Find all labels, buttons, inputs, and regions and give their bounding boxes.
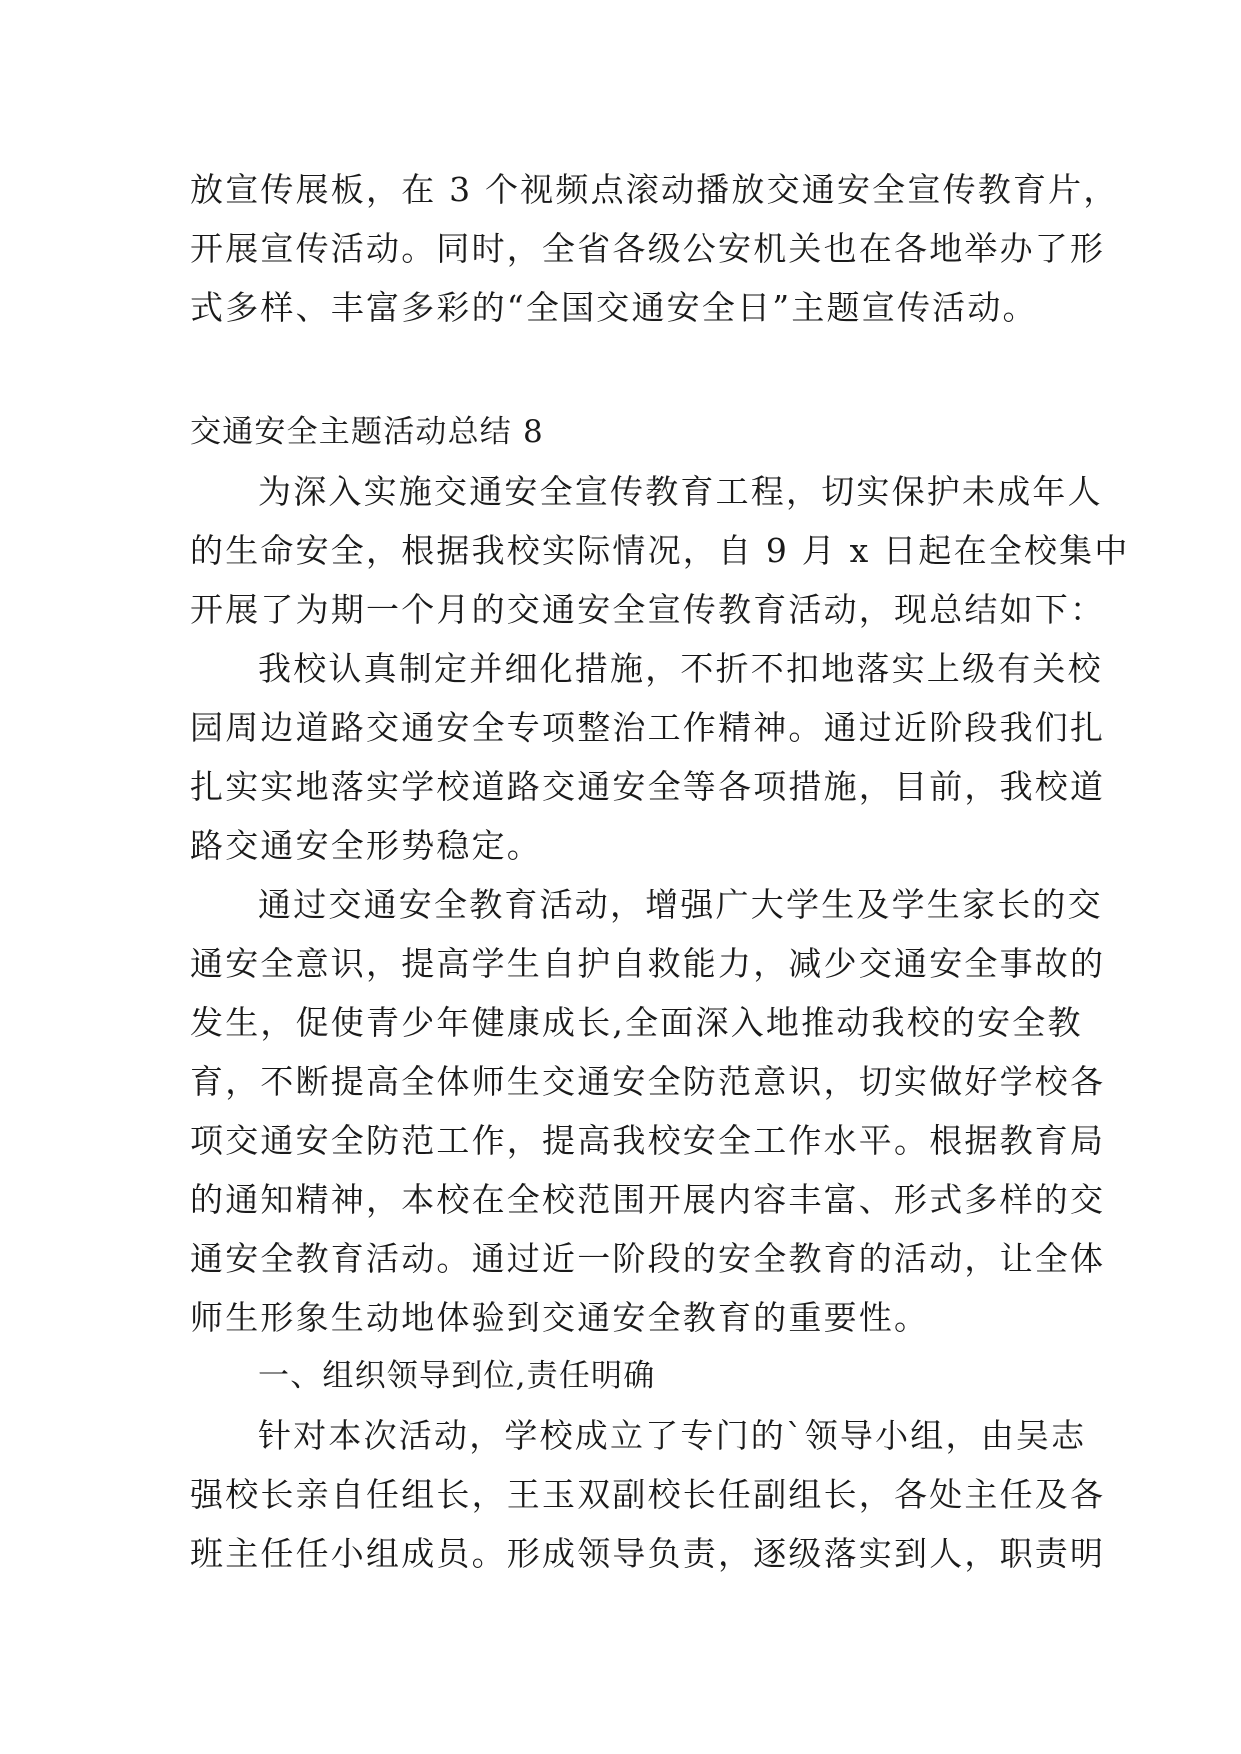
text-line: 通过交通安全教育活动，增强广大学生及学生家长的交 (258, 885, 1103, 924)
text-line: 师生形象生动地体验到交通安全教育的重要性。 (190, 1298, 930, 1337)
paragraph-4 (190, 1406, 1106, 1583)
text-line: 的通知精神，本校在全校范围开展内容丰富、形式多样的交 (190, 1180, 1106, 1219)
document-body (190, 160, 1130, 1583)
intro-paragraph (190, 160, 1119, 337)
paragraph-3 (190, 875, 1106, 1347)
text-line: 开展了为期一个月的交通安全宣传教育活动，现总结如下： (190, 590, 1106, 629)
text-line: 园周边道路交通安全专项整治工作精神。通过近阶段我们扎 (190, 708, 1106, 747)
text-line: 项交通安全防范工作，提高我校安全工作水平。根据教育局 (190, 1121, 1106, 1160)
text-line: 育，不断提高全体师生交通安全防范意识，切实做好学校各 (190, 1062, 1106, 1101)
text-line: 强校长亲自任组长，王玉双副校长任副组长，各处主任及各 (190, 1475, 1106, 1514)
subheading: 一、组织领导到位,责任明确 (258, 1358, 656, 1394)
text-line: 路交通安全形势稳定。 (190, 826, 542, 865)
text-line: 通安全教育活动。通过近一阶段的安全教育的活动，让全体 (190, 1239, 1106, 1278)
text-line: 开展宣传活动。同时，全省各级公安机关也在各地举办了形 (190, 229, 1106, 268)
paragraph-gap (190, 337, 1070, 403)
section-title: 交通安全主题活动总结 8 (190, 414, 544, 450)
text-line: 为深入实施交通安全宣传教育工程，切实保护未成年人 (258, 472, 1103, 511)
paragraph-2 (190, 639, 1106, 875)
text-line: 扎实实地落实学校道路交通安全等各项措施，目前，我校道 (190, 767, 1106, 806)
text-line: 通安全意识，提高学生自护自救能力，减少交通安全事故的 (190, 944, 1106, 983)
text-line: 发生，促使青少年健康成长,全面深入地推动我校的安全教 (190, 1003, 1083, 1042)
text-line: 班主任任小组成员。形成领导负责，逐级落实到人，职责明 (190, 1534, 1106, 1573)
text-line: 我校认真制定并细化措施，不折不扣地落实上级有关校 (258, 649, 1103, 688)
paragraph-1 (190, 462, 1130, 639)
text-line: 放宣传展板，在 3 个视频点滚动播放交通安全宣传教育片， (190, 170, 1119, 209)
text-line: 式多样、丰富多彩的“全国交通安全日”主题宣传活动。 (190, 288, 1038, 327)
text-line: 的生命安全，根据我校实际情况，自 9 月 x 日起在全校集中 (190, 531, 1130, 570)
text-line: 针对本次活动，学校成立了专门的`领导小组，由吴志 (258, 1416, 1087, 1455)
